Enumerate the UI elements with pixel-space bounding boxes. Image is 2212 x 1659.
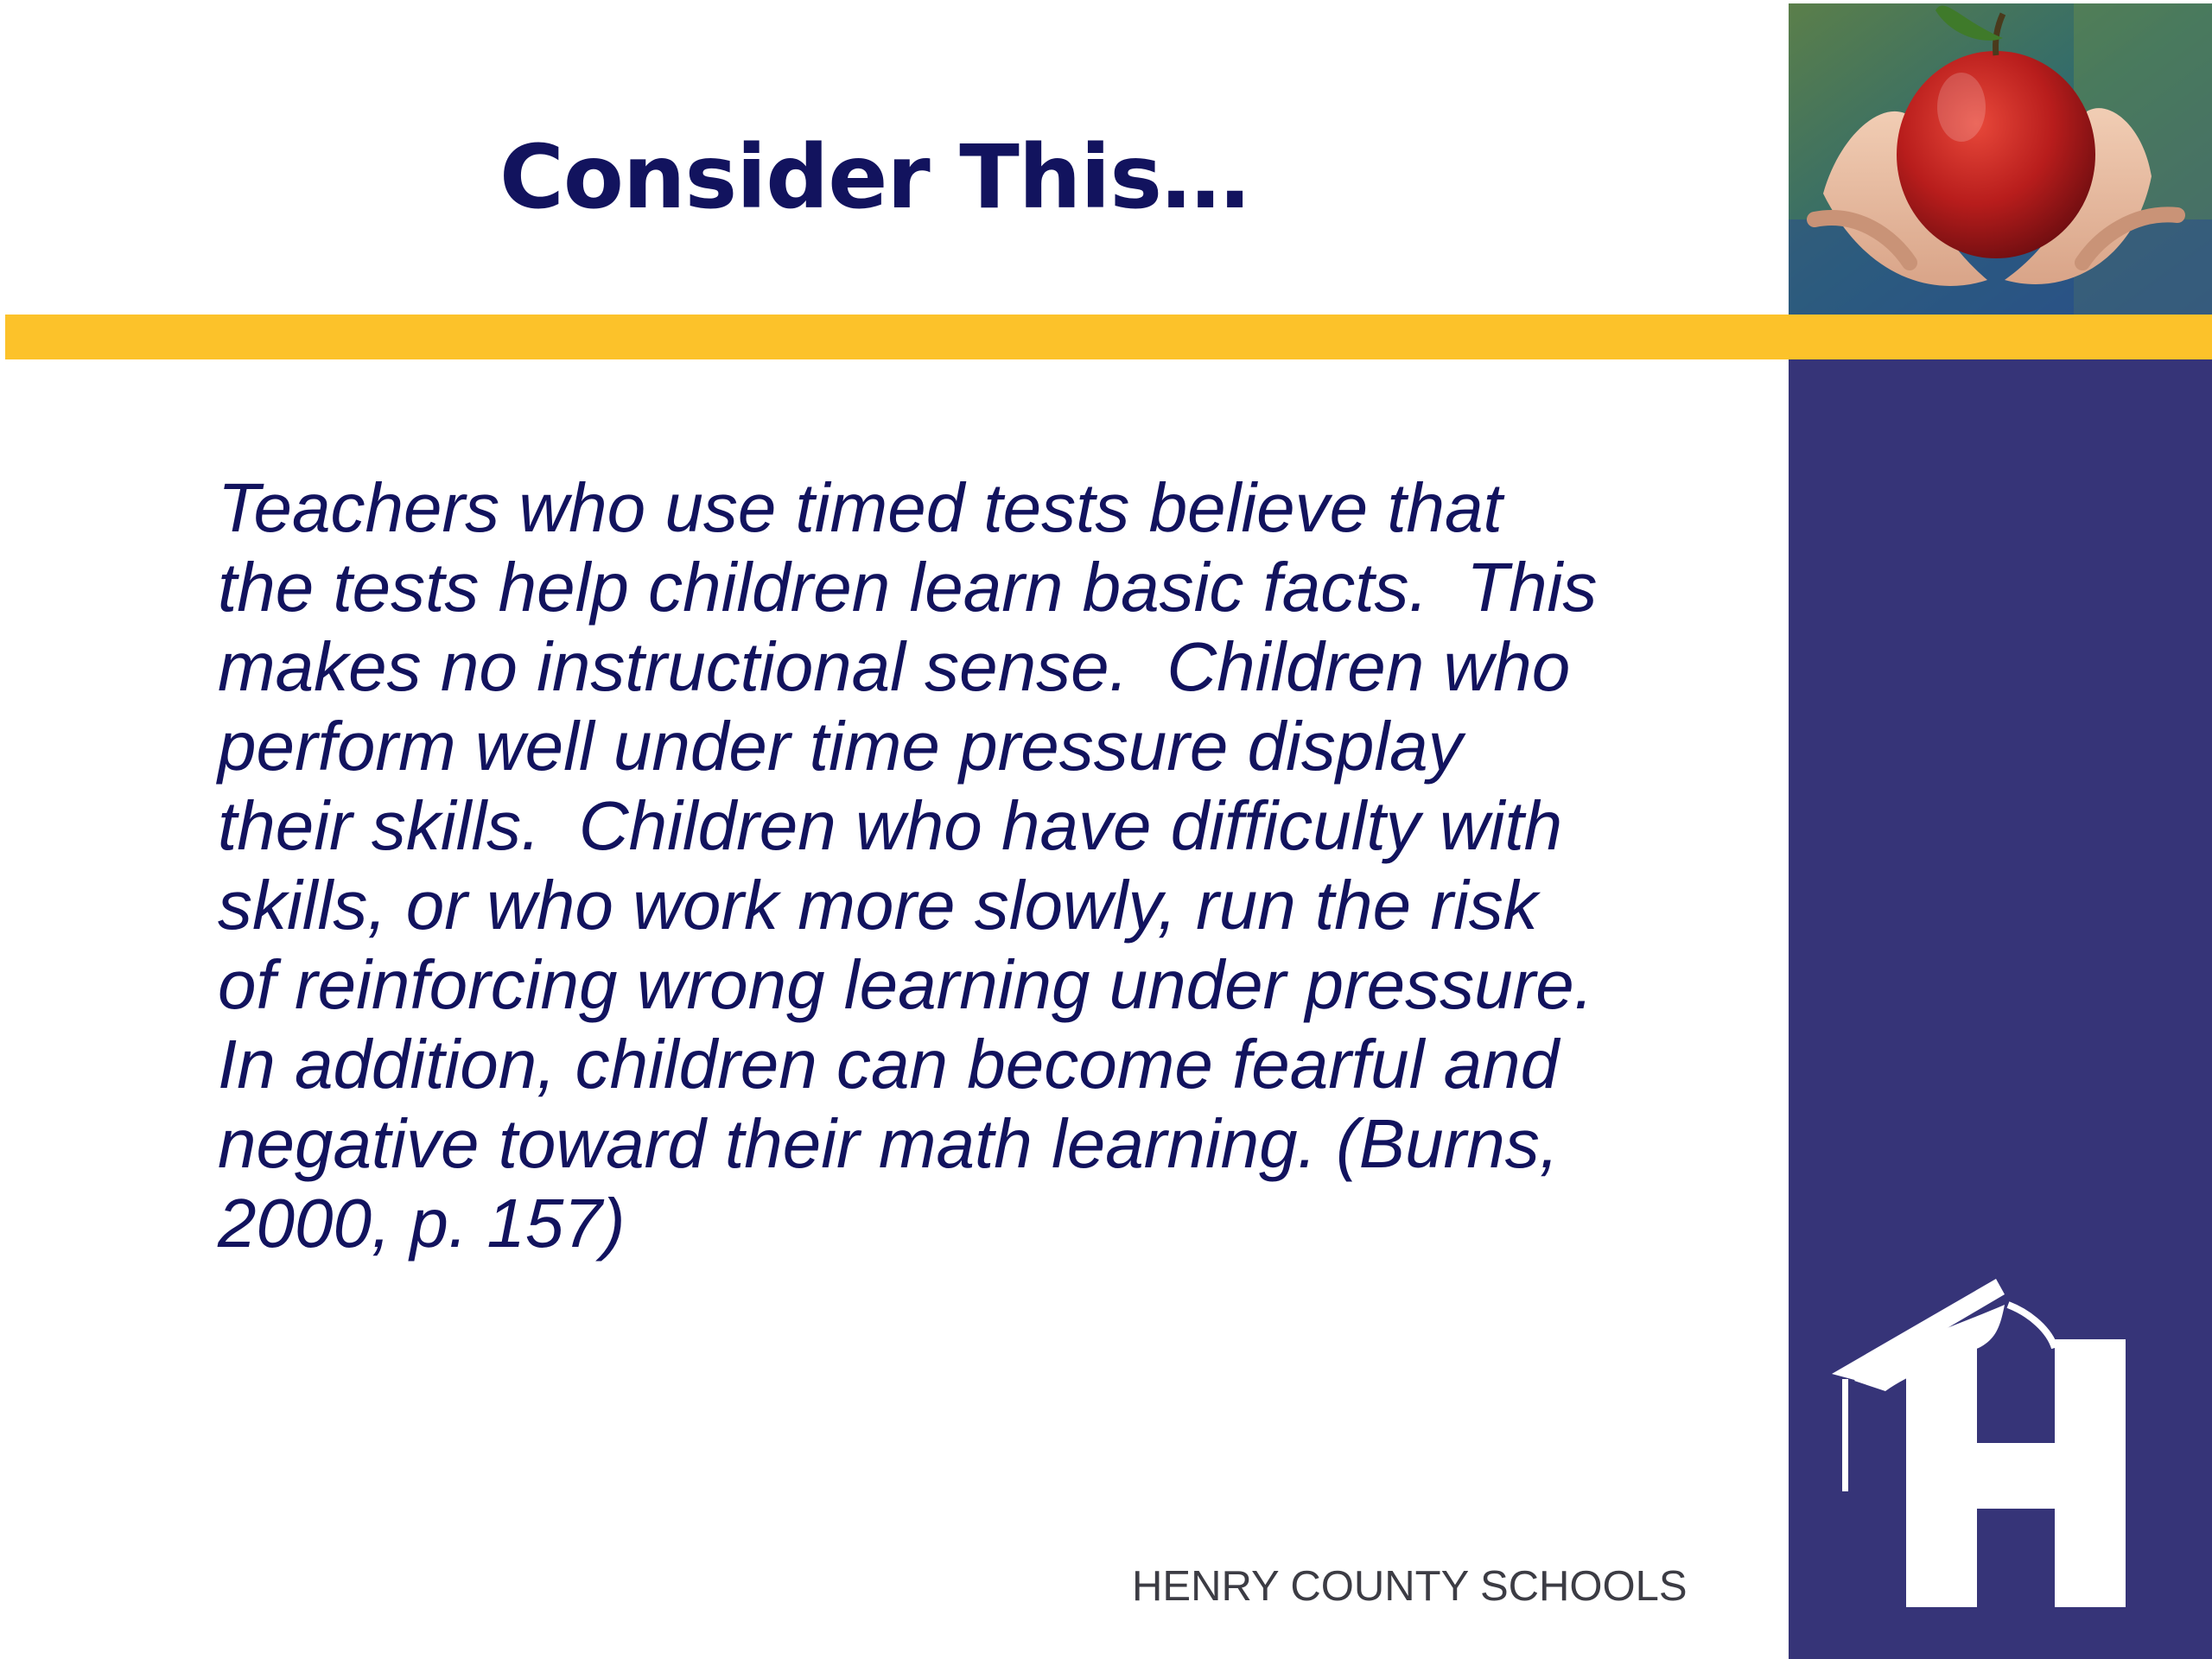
slide-title: Consider This…: [499, 126, 1249, 229]
body-line: Teachers who use timed tests believe that: [218, 469, 1503, 546]
body-line: In addition, children can become fearful and: [218, 1026, 1560, 1103]
body-line: their skills. Children who have difficulty with: [218, 787, 1563, 864]
body-line: of reinforcing wrong learning under pressure.: [218, 946, 1593, 1023]
gold-divider-bar: [5, 315, 2212, 359]
body-quote: [218, 468, 1738, 1263]
body-line: skills, or who work more slowly, run the risk: [218, 867, 1538, 944]
body-line: 2000, p. 157): [218, 1185, 626, 1262]
body-line: makes no instructional sense. Children who: [218, 628, 1571, 705]
body-line: the tests help children learn basic facts. This: [218, 549, 1598, 626]
body-line: perform well under time pressure display: [218, 708, 1463, 785]
graduation-cap-h-logo: [1823, 1279, 2186, 1624]
body-line: negative toward their math learning. (Burns,: [218, 1105, 1559, 1182]
hands-holding-apple-photo: [1789, 3, 2212, 315]
footer-brand: HENRY COUNTY SCHOOLS: [1132, 1563, 1688, 1610]
